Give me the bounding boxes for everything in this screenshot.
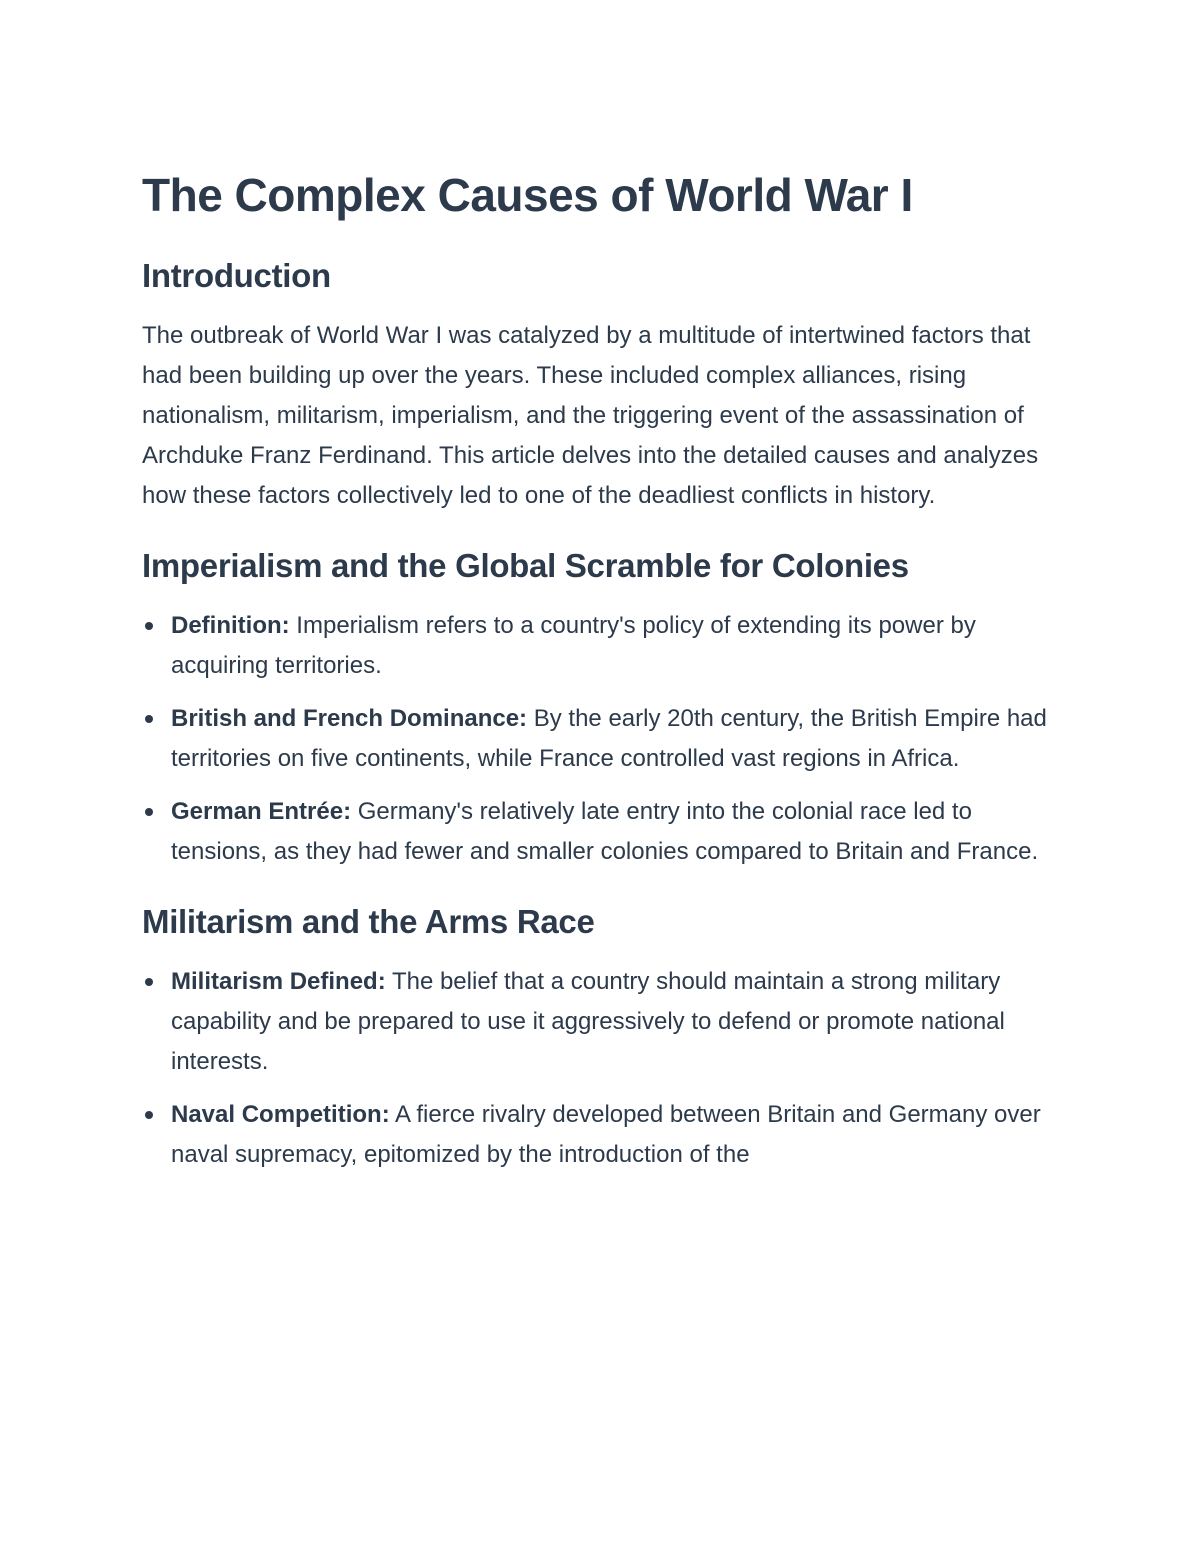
bullet-icon bbox=[145, 1111, 153, 1119]
list-item-text: A fierce rivalry developed between Britain and Germany over naval supremacy, epitomized by the introduction of the bbox=[171, 1101, 1041, 1168]
list-item-text: The belief that a country should maintain a strong military capability and be prepared to use it aggressively to defend or promote national interests. bbox=[171, 968, 1005, 1075]
bullet-icon bbox=[145, 808, 153, 816]
list-item-term: German Entrée: bbox=[171, 798, 352, 825]
list-item-text: By the early 20th century, the British Empire had territories on five continents, while France controlled vast regions in Africa. bbox=[171, 705, 1047, 772]
document-title: The Complex Causes of World War I bbox=[142, 169, 913, 221]
list-item-text: Germany's relatively late entry into the colonial race led to tensions, as they had fewer and smaller colonies compared to Britain and France. bbox=[171, 798, 1039, 865]
list-item bbox=[142, 606, 1051, 686]
list-item bbox=[142, 792, 1051, 872]
list-item-term: Militarism Defined: bbox=[171, 968, 386, 995]
list-item-term: British and French Dominance: bbox=[171, 705, 528, 732]
section-heading-imperialism: Imperialism and the Global Scramble for Colonies bbox=[142, 547, 909, 584]
bullet-icon bbox=[145, 622, 153, 630]
list-item-text: Imperialism refers to a country's policy of extending its power by acquiring territories. bbox=[171, 612, 976, 679]
militarism-list bbox=[142, 962, 1062, 1175]
section-heading-militarism: Militarism and the Arms Race bbox=[142, 903, 595, 940]
document-page bbox=[142, 168, 1062, 1188]
list-item bbox=[142, 962, 1051, 1082]
section-heading-introduction: Introduction bbox=[142, 257, 331, 294]
list-item bbox=[142, 699, 1051, 779]
bullet-icon bbox=[145, 715, 153, 723]
introduction-paragraph: The outbreak of World War I was catalyzed by a multitude of intertwined factors that had been building up over the years. These included complex alliances, rising nationalism, militarism, imperialism, and the triggering event of the assassination of Archduke Franz Ferdinand. This article delves into the detailed causes and analyzes how these factors collectively led to one of the deadliest conflicts in history. bbox=[142, 322, 1039, 509]
list-item bbox=[142, 1095, 1051, 1175]
list-item-term: Definition: bbox=[171, 612, 290, 639]
imperialism-list bbox=[142, 606, 1062, 872]
bullet-icon bbox=[145, 978, 153, 986]
list-item-term: Naval Competition: bbox=[171, 1101, 390, 1128]
